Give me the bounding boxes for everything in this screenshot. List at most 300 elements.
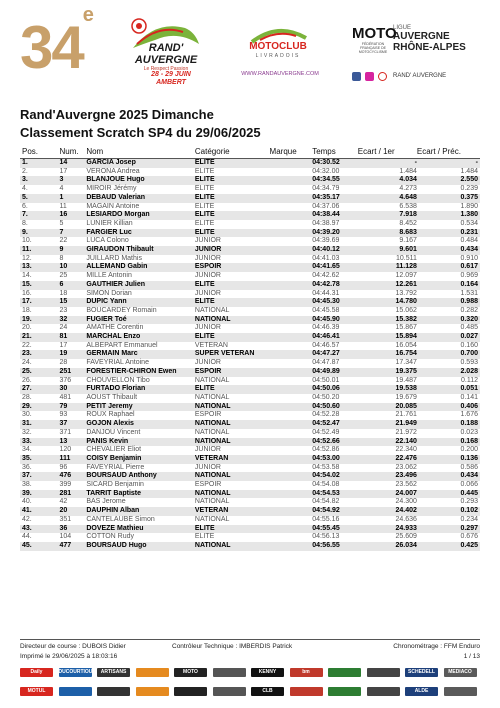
table-row bbox=[20, 525, 480, 534]
row-pos: 2. bbox=[22, 167, 28, 175]
table-row bbox=[20, 394, 480, 403]
row-ecart-precedent: 0.617 bbox=[417, 263, 480, 272]
sponsor-logo bbox=[328, 668, 361, 677]
row-num: 481 bbox=[59, 393, 72, 401]
table-row bbox=[20, 272, 480, 281]
row-ecart-precedent: 0.293 bbox=[460, 498, 478, 506]
row-num: 93 bbox=[59, 411, 68, 419]
row-categorie: NATIONAL bbox=[194, 428, 230, 436]
row-pos: 31. bbox=[20, 420, 60, 429]
row-nom: MAGAIN Antoine bbox=[86, 202, 140, 210]
row-ecart-precedent: 0.593 bbox=[460, 359, 478, 367]
row-marque bbox=[270, 359, 313, 368]
row-ecart-premier: 15.382 bbox=[358, 316, 417, 325]
row-temps: 04:49.89 bbox=[312, 368, 358, 377]
row-num: 251 bbox=[60, 368, 87, 377]
row-nom: LESIARDO Morgan bbox=[86, 211, 195, 220]
row-marque bbox=[270, 420, 313, 429]
table-row bbox=[20, 342, 480, 351]
row-ecart-precedent: 1.380 bbox=[417, 211, 480, 220]
row-nom: PANIS Kevin bbox=[86, 438, 195, 447]
row-marque bbox=[270, 168, 313, 177]
row-marque bbox=[270, 246, 313, 255]
row-ecart-premier: 9.167 bbox=[399, 237, 417, 245]
row-ecart-premier: 14.780 bbox=[358, 298, 417, 307]
website-link[interactable]: WWW.RANDAUVERGNE.COM bbox=[241, 71, 319, 77]
row-temps: 04:46.41 bbox=[312, 333, 358, 342]
row-marque bbox=[270, 498, 313, 507]
instagram-icon[interactable] bbox=[365, 72, 374, 81]
row-temps: 04:38.44 bbox=[312, 211, 358, 220]
row-num: 18 bbox=[59, 289, 68, 297]
row-ecart-precedent: 1.484 bbox=[460, 167, 478, 175]
row-ecart-precedent: 0.434 bbox=[417, 246, 480, 255]
row-ecart-premier: 24.933 bbox=[358, 525, 417, 534]
row-temps: 04:56.13 bbox=[312, 533, 340, 541]
row-marque bbox=[270, 324, 313, 333]
results-table bbox=[20, 146, 480, 551]
row-ecart-premier: 17.347 bbox=[395, 359, 417, 367]
row-ecart-premier: 15.894 bbox=[358, 333, 417, 342]
row-marque bbox=[270, 525, 313, 534]
row-nom: COISY Benjamin bbox=[86, 455, 195, 464]
row-nom: GARCIA Josep bbox=[86, 159, 195, 168]
row-temps: 04:47.87 bbox=[312, 359, 340, 367]
row-num: 36 bbox=[60, 525, 87, 534]
row-ecart-precedent: 0.023 bbox=[460, 428, 478, 436]
row-pos: 14. bbox=[22, 272, 32, 280]
row-ecart-precedent: 0.168 bbox=[417, 438, 480, 447]
table-row bbox=[20, 533, 480, 542]
row-num: 17 bbox=[59, 167, 68, 175]
race-director: Directeur de course : DUBOIS Didier bbox=[20, 643, 126, 650]
row-nom: DANJOU Vincent bbox=[86, 428, 141, 436]
table-row bbox=[20, 472, 480, 481]
table-row bbox=[20, 438, 480, 447]
row-ecart-precedent: 0.485 bbox=[460, 324, 478, 332]
sponsor-logo bbox=[136, 668, 169, 677]
row-categorie: ELITE bbox=[195, 525, 270, 534]
row-temps: 04:38.97 bbox=[312, 219, 340, 227]
row-num: 15 bbox=[60, 298, 87, 307]
row-categorie: ELITE bbox=[195, 229, 270, 238]
row-categorie: ELITE bbox=[195, 176, 270, 185]
page-number: 1 / 13 bbox=[463, 653, 480, 660]
row-pos: 27. bbox=[20, 385, 60, 394]
row-nom: LUCA Colono bbox=[86, 237, 129, 245]
row-ecart-premier: 15.062 bbox=[395, 306, 417, 314]
table-row bbox=[20, 359, 480, 368]
row-pos: 39. bbox=[20, 490, 60, 499]
row-ecart-precedent: 0.425 bbox=[417, 542, 480, 551]
row-ecart-precedent: 0.112 bbox=[461, 376, 478, 384]
row-temps: 04:46.57 bbox=[312, 341, 340, 349]
row-temps: 04:52.86 bbox=[312, 446, 340, 454]
row-ecart-premier: 9.601 bbox=[358, 246, 417, 255]
row-temps: 04:42.78 bbox=[312, 281, 358, 290]
row-categorie: ELITE bbox=[194, 167, 215, 175]
row-num: 351 bbox=[59, 515, 72, 523]
row-num: 399 bbox=[59, 481, 72, 489]
table-row bbox=[20, 498, 480, 507]
row-temps: 04:47.27 bbox=[312, 350, 358, 359]
row-nom: FORESTIER-CHIRON Ewen bbox=[86, 368, 195, 377]
document-title: Rand'Auvergne 2025 Dimanche bbox=[20, 107, 214, 122]
row-ecart-premier: 10.511 bbox=[396, 254, 417, 262]
row-nom: BAS Jerome bbox=[86, 498, 126, 506]
table-row bbox=[20, 307, 480, 316]
row-categorie: NATIONAL bbox=[194, 306, 230, 314]
row-num: 30 bbox=[60, 385, 87, 394]
rand-logo-icon bbox=[378, 72, 387, 81]
svg-text:MOTO: MOTO bbox=[352, 25, 397, 42]
row-nom: AOUST Thibault bbox=[86, 393, 138, 401]
ligue-name: AUVERGNE RHÔNE-ALPES bbox=[393, 31, 466, 53]
row-categorie: JUNIOR bbox=[194, 446, 221, 454]
row-ecart-premier: 24.300 bbox=[395, 498, 417, 506]
row-marque bbox=[270, 342, 313, 351]
row-ecart-premier: 26.034 bbox=[358, 542, 417, 551]
row-ecart-precedent: 0.534 bbox=[460, 219, 478, 227]
table-row bbox=[20, 316, 480, 325]
motoclub-sub: LIVRADOIS bbox=[255, 53, 301, 59]
sponsor-logo: MOTUL bbox=[20, 687, 53, 696]
row-nom: FURTADO Florian bbox=[86, 385, 195, 394]
row-nom: SICARD Benjamin bbox=[86, 481, 144, 489]
row-ecart-premier: 25.609 bbox=[395, 533, 417, 541]
row-categorie: SUPER VETERAN bbox=[195, 350, 270, 359]
row-pos: 17. bbox=[20, 298, 60, 307]
row-categorie: VETERAN bbox=[195, 507, 270, 516]
row-marque bbox=[270, 159, 313, 168]
row-ecart-precedent: 0.320 bbox=[417, 316, 480, 325]
row-marque bbox=[270, 507, 313, 516]
row-ecart-precedent: - bbox=[417, 159, 480, 168]
row-pos: 35. bbox=[20, 455, 60, 464]
sponsor-logo: DUCOURTIOUX bbox=[58, 669, 96, 675]
table-row bbox=[20, 176, 480, 185]
row-marque bbox=[270, 176, 313, 185]
row-temps: 04:50.60 bbox=[312, 403, 358, 412]
row-ecart-premier: - bbox=[358, 159, 417, 168]
row-num: 104 bbox=[59, 533, 72, 541]
row-num: 1 bbox=[60, 194, 87, 203]
row-ecart-premier: 24.636 bbox=[395, 515, 417, 523]
sponsor-logo bbox=[97, 687, 130, 696]
row-categorie: JUNIOR bbox=[194, 463, 221, 471]
row-ecart-premier: 16.054 bbox=[395, 341, 417, 349]
row-categorie: ELITE bbox=[195, 281, 270, 290]
col-pos: Pos. bbox=[20, 146, 60, 159]
row-temps: 04:45.90 bbox=[312, 316, 358, 325]
row-num: 42 bbox=[59, 498, 68, 506]
row-nom: ALLEMAND Gabin bbox=[86, 263, 195, 272]
row-ecart-premier: 4.034 bbox=[358, 176, 417, 185]
row-categorie: NATIONAL bbox=[194, 498, 230, 506]
row-pos: 42. bbox=[22, 515, 32, 523]
row-categorie: JUNIOR bbox=[194, 254, 221, 262]
row-temps: 04:45.58 bbox=[312, 306, 340, 314]
row-marque bbox=[270, 464, 313, 473]
row-pos: 22. bbox=[22, 341, 32, 349]
row-ecart-precedent: 2.028 bbox=[417, 368, 480, 377]
sponsor-logo bbox=[213, 687, 246, 696]
row-pos: 8. bbox=[22, 219, 28, 227]
row-nom: BOUCARDEY Romain bbox=[86, 306, 157, 314]
ligue-label: LIGUE bbox=[393, 25, 412, 31]
row-marque bbox=[270, 255, 313, 264]
rand-date: 28 - 29 JUIN AMBERT bbox=[151, 71, 191, 86]
row-pos: 5. bbox=[20, 194, 60, 203]
row-ecart-precedent: 0.136 bbox=[417, 455, 480, 464]
row-ecart-premier: 16.754 bbox=[358, 350, 417, 359]
row-pos: 36. bbox=[22, 463, 32, 471]
row-num: 10 bbox=[60, 263, 87, 272]
row-pos: 13. bbox=[20, 263, 60, 272]
row-pos: 7. bbox=[20, 211, 60, 220]
row-ecart-precedent: 0.676 bbox=[460, 533, 478, 541]
sponsor-logo bbox=[174, 687, 207, 696]
row-temps: 04:54.08 bbox=[312, 481, 340, 489]
row-categorie: ELITE bbox=[195, 298, 270, 307]
table-row bbox=[20, 220, 480, 229]
table-row bbox=[20, 385, 480, 394]
row-ecart-premier: 8.683 bbox=[358, 229, 417, 238]
row-temps: 04:30.52 bbox=[312, 159, 358, 168]
row-categorie: NATIONAL bbox=[194, 515, 230, 523]
row-categorie: JUNIOR bbox=[194, 289, 221, 297]
row-marque bbox=[270, 472, 313, 481]
sponsor-strip bbox=[20, 668, 480, 704]
row-ecart-premier: 21.949 bbox=[358, 420, 417, 429]
social-links bbox=[352, 70, 446, 82]
row-categorie: ELITE bbox=[195, 211, 270, 220]
row-nom: DUPIC Yann bbox=[86, 298, 195, 307]
row-ecart-premier: 23.496 bbox=[358, 472, 417, 481]
row-temps: 04:37.06 bbox=[312, 202, 340, 210]
table-row bbox=[20, 324, 480, 333]
table-row bbox=[20, 481, 480, 490]
row-marque bbox=[270, 403, 313, 412]
table-row bbox=[20, 455, 480, 464]
row-nom: CHOUVELLON Tibo bbox=[86, 376, 150, 384]
row-ecart-premier: 19.487 bbox=[395, 376, 417, 384]
results-body bbox=[20, 159, 480, 551]
row-temps: 04:42.62 bbox=[312, 272, 340, 280]
row-num: 9 bbox=[60, 246, 87, 255]
row-num: 16 bbox=[60, 211, 87, 220]
row-nom: LUNIER Killian bbox=[86, 219, 133, 227]
row-temps: 04:50.20 bbox=[312, 393, 340, 401]
row-temps: 04:56.55 bbox=[312, 542, 358, 551]
row-ecart-precedent: 0.102 bbox=[417, 507, 480, 516]
row-num: 8 bbox=[59, 254, 64, 262]
row-ecart-precedent: 0.027 bbox=[417, 333, 480, 342]
row-temps: 04:55.16 bbox=[312, 515, 340, 523]
row-marque bbox=[270, 394, 313, 403]
row-num: 281 bbox=[60, 490, 87, 499]
row-num: 7 bbox=[60, 229, 87, 238]
row-num: 11 bbox=[59, 202, 67, 210]
row-ecart-precedent: 0.160 bbox=[460, 341, 478, 349]
table-row bbox=[20, 490, 480, 499]
col-ecart-precedent: Ecart / Préc. bbox=[417, 146, 480, 159]
facebook-icon[interactable] bbox=[352, 72, 361, 81]
row-pos: 12. bbox=[22, 254, 32, 262]
col-categorie: Catégorie bbox=[195, 146, 270, 159]
row-pos: 20. bbox=[22, 324, 32, 332]
row-pos: 44. bbox=[22, 533, 32, 541]
row-marque bbox=[270, 229, 313, 238]
row-pos: 24. bbox=[22, 359, 32, 367]
sponsor-logo bbox=[444, 687, 477, 696]
row-ecart-premier: 4.648 bbox=[358, 194, 417, 203]
table-row bbox=[20, 237, 480, 246]
row-categorie: NATIONAL bbox=[195, 490, 270, 499]
row-categorie: ELITE bbox=[195, 159, 270, 168]
row-temps: 04:52.49 bbox=[312, 428, 340, 436]
row-ecart-precedent: 0.434 bbox=[417, 472, 480, 481]
table-row bbox=[20, 429, 480, 438]
row-categorie: ELITE bbox=[195, 194, 270, 203]
row-num: 79 bbox=[60, 403, 87, 412]
row-categorie: ELITE bbox=[194, 202, 215, 210]
sponsor-logo bbox=[367, 687, 400, 696]
row-ecart-premier: 22.340 bbox=[395, 446, 417, 454]
row-marque bbox=[270, 455, 313, 464]
col-marque: Marque bbox=[270, 146, 313, 159]
row-pos: 16. bbox=[22, 289, 32, 297]
table-row bbox=[20, 159, 480, 168]
row-pos: 28. bbox=[22, 393, 32, 401]
table-row bbox=[20, 420, 480, 429]
row-ecart-premier: 24.402 bbox=[358, 507, 417, 516]
table-row bbox=[20, 516, 480, 525]
row-nom: MIROIR Jérémy bbox=[86, 185, 137, 193]
row-nom: ROUX Raphael bbox=[86, 411, 135, 419]
row-ecart-precedent: 0.700 bbox=[417, 350, 480, 359]
sponsor-logo: MEDIACO bbox=[444, 668, 477, 677]
table-row bbox=[20, 350, 480, 359]
table-row bbox=[20, 211, 480, 220]
row-num: 37 bbox=[60, 420, 87, 429]
row-ecart-precedent: 0.445 bbox=[417, 490, 480, 499]
row-marque bbox=[270, 350, 313, 359]
row-temps: 04:35.17 bbox=[312, 194, 358, 203]
row-num: 6 bbox=[60, 281, 87, 290]
row-marque bbox=[270, 272, 313, 281]
row-marque bbox=[270, 368, 313, 377]
row-nom: DEBAUD Valerian bbox=[86, 194, 195, 203]
row-ecart-premier: 22.476 bbox=[358, 455, 417, 464]
row-pos: 25. bbox=[20, 368, 60, 377]
row-marque bbox=[270, 438, 313, 447]
row-temps: 04:54.92 bbox=[312, 507, 358, 516]
row-ecart-premier: 15.867 bbox=[395, 324, 417, 332]
table-row bbox=[20, 290, 480, 299]
row-nom: ALBEPART Emmanuel bbox=[86, 341, 158, 349]
row-marque bbox=[270, 516, 313, 525]
row-ecart-premier: 13.792 bbox=[395, 289, 417, 297]
row-marque bbox=[270, 385, 313, 394]
col-num: Num. bbox=[60, 146, 87, 159]
row-nom: TARRIT Baptiste bbox=[86, 490, 195, 499]
row-ecart-precedent: 0.375 bbox=[417, 194, 480, 203]
row-ecart-precedent: 0.200 bbox=[460, 446, 478, 454]
table-row bbox=[20, 411, 480, 420]
table-row bbox=[20, 377, 480, 386]
timing: Chronométrage : FFM Enduro bbox=[393, 643, 480, 650]
row-categorie: JUNIOR bbox=[194, 272, 221, 280]
row-temps: 04:55.45 bbox=[312, 525, 358, 534]
table-row bbox=[20, 229, 480, 238]
row-ecart-premier: 6.538 bbox=[399, 202, 417, 210]
row-categorie: JUNIOR bbox=[194, 237, 221, 245]
row-num: 23 bbox=[59, 306, 68, 314]
row-nom: CHEVALIER Eliot bbox=[86, 446, 142, 454]
row-num: 120 bbox=[59, 446, 72, 454]
row-temps: 04:39.20 bbox=[312, 229, 358, 238]
row-nom: FAVEYRIAL Pierre bbox=[86, 463, 145, 471]
social-label: RAND' AUVERGNE bbox=[393, 73, 447, 79]
row-pos: 41. bbox=[20, 507, 60, 516]
row-pos: 4. bbox=[22, 185, 28, 193]
rand-auvergne-title: RAND' AUVERGNE bbox=[134, 42, 198, 66]
row-ecart-premier: 12.261 bbox=[358, 281, 417, 290]
row-temps: 04:52.28 bbox=[312, 411, 340, 419]
row-temps: 04:40.12 bbox=[312, 246, 358, 255]
row-marque bbox=[270, 263, 313, 272]
edition-number: 34e bbox=[20, 4, 94, 81]
row-num: 22 bbox=[59, 237, 68, 245]
sponsor-logo: Daily bbox=[20, 668, 53, 677]
row-nom: AMATHE Corentin bbox=[86, 324, 144, 332]
row-ecart-precedent: 1.531 bbox=[460, 289, 478, 297]
footer-divider bbox=[20, 639, 480, 640]
row-temps: 04:45.30 bbox=[312, 298, 358, 307]
row-nom: GOJON Alexis bbox=[86, 420, 195, 429]
table-row bbox=[20, 263, 480, 272]
row-marque bbox=[270, 307, 313, 316]
row-pos: 18. bbox=[22, 306, 32, 314]
sponsor-logo: SCHEDELL bbox=[405, 668, 438, 677]
row-ecart-precedent: 0.234 bbox=[460, 515, 478, 523]
technical-controller: Contrôleur Technique : IMBERDIS Patrick bbox=[172, 643, 293, 650]
table-row bbox=[20, 368, 480, 377]
table-row bbox=[20, 464, 480, 473]
row-ecart-precedent: 0.988 bbox=[417, 298, 480, 307]
row-ecart-precedent: 0.586 bbox=[460, 463, 478, 471]
row-pos: 1. bbox=[20, 159, 60, 168]
sponsor-logo: bm bbox=[290, 668, 323, 677]
row-num: 13 bbox=[60, 438, 87, 447]
row-temps: 04:50.06 bbox=[312, 385, 358, 394]
ffm-label: FÉDÉRATION FRANÇAISE DE MOTOCYCLISME bbox=[358, 42, 388, 55]
row-ecart-precedent: 0.066 bbox=[460, 481, 478, 489]
row-ecart-premier: 21.972 bbox=[395, 428, 417, 436]
row-marque bbox=[270, 237, 313, 246]
row-ecart-precedent: 0.297 bbox=[417, 525, 480, 534]
row-temps: 04:53.58 bbox=[312, 463, 340, 471]
row-categorie: ESPOIR bbox=[194, 411, 222, 419]
col-ecart-premier: Ecart / 1er bbox=[358, 146, 417, 159]
row-num: 477 bbox=[60, 542, 87, 551]
row-categorie: ELITE bbox=[195, 385, 270, 394]
row-pos: 6. bbox=[22, 202, 28, 210]
row-categorie: NATIONAL bbox=[195, 403, 270, 412]
row-ecart-precedent: 0.051 bbox=[417, 385, 480, 394]
row-ecart-precedent: 0.484 bbox=[460, 237, 478, 245]
